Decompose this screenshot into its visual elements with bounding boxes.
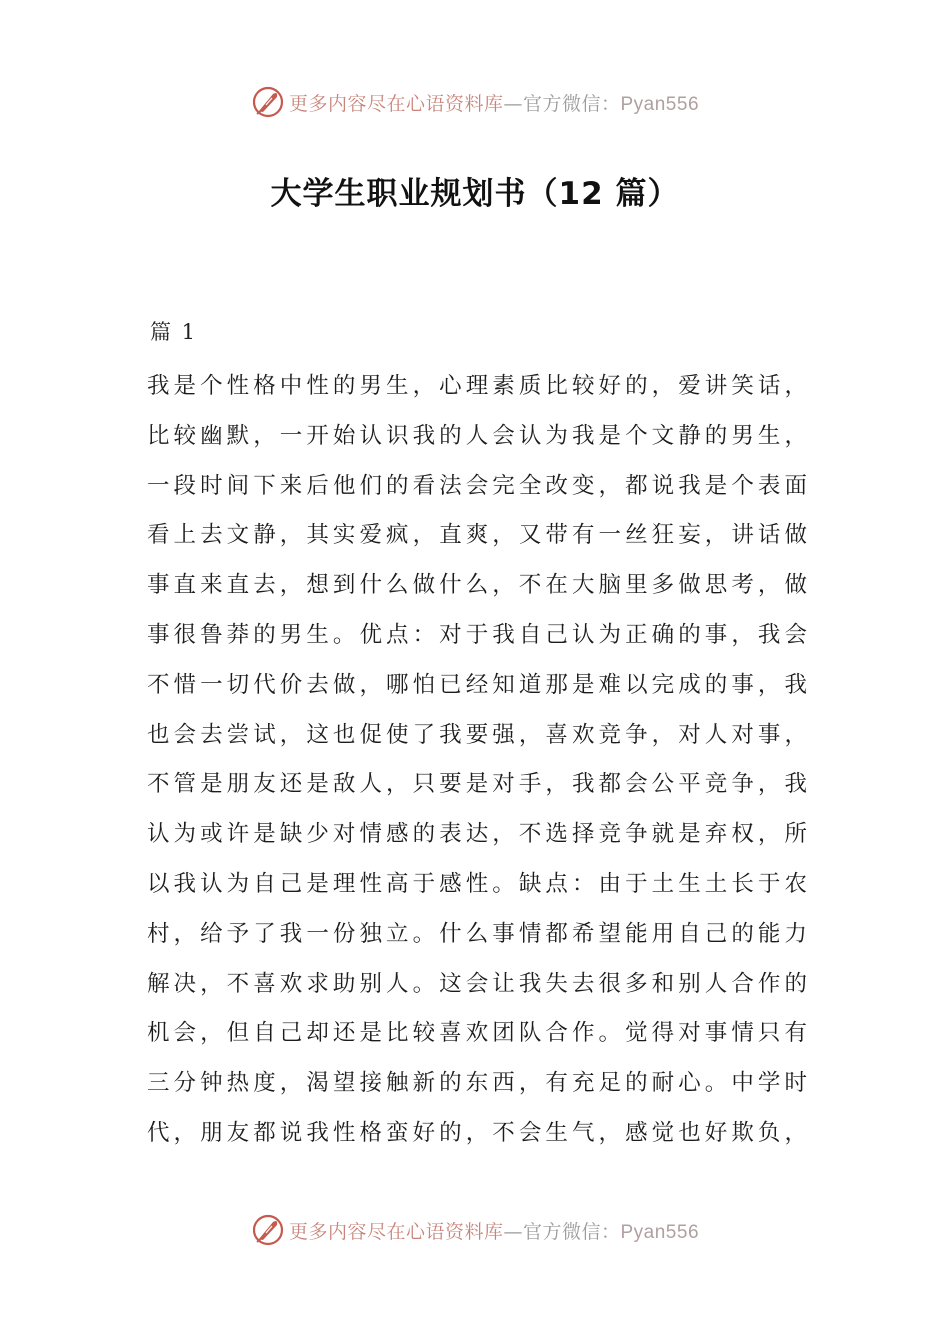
promo-dash: — [503,1220,523,1243]
footer-watermark-banner [0,1210,950,1250]
promo-text: 更多内容尽在心语资料库 [288,1220,504,1243]
body-line: 看上去文静，其实爱疯，直爽，又带有一丝狂妄，讲话做 [147,522,807,549]
body-line: 代，朋友都说我性格蛮好的，不会生气，感觉也好欺负， [147,1119,807,1146]
body-line: 事很鲁莽的男生。优点：对于我自己认为正确的事，我会 [147,621,807,648]
body-line: 一段时间下来后他们的看法会完全改变，都说我是个表面 [147,472,807,499]
promo-dash: — [503,92,523,115]
body-line: 以我认为自己是理性高于感性。缺点：由于土生土长于农 [147,870,807,897]
body-line: 事直来直去，想到什么做什么，不在大脑里多做思考，做 [147,572,807,599]
wechat-label: 官方微信： [522,92,621,115]
body-line: 解决，不喜欢求助别人。这会让我失去很多和别人合作的 [147,970,807,997]
wechat-id: Pyan556 [620,1221,700,1243]
quill-pen-logo-icon [251,85,285,119]
document-title: 大学生职业规划书（12 篇） [270,176,680,212]
body-line: 也会去尝试，这也促使了我要强，喜欢竞争，对人对事， [147,721,807,748]
header-watermark-banner [0,82,950,122]
body-line: 认为或许是缺少对情感的表达，不选择竞争就是弃权，所 [147,821,807,848]
promo-text: 更多内容尽在心语资料库 [288,92,504,115]
body-line: 不管是朋友还是敌人，只要是对手，我都会公平竞争，我 [147,771,807,798]
watermark-text [289,1217,699,1244]
body-line: 三分钟热度，渴望接触新的东西，有充足的耐心。中学时 [147,1070,807,1097]
section-label: 篇 1 [150,320,198,344]
body-line: 机会，但自己却还是比较喜欢团队合作。觉得对事情只有 [147,1020,807,1047]
body-paragraph [147,364,807,1161]
quill-pen-logo-icon [251,1213,285,1247]
body-line: 比较幽默，一开始认识我的人会认为我是个文静的男生， [147,422,807,449]
watermark-text [289,89,699,116]
body-line: 我是个性格中性的男生，心理素质比较好的，爱讲笑话， [147,373,807,399]
body-line: 村，给予了我一份独立。什么事情都希望能用自己的能力 [147,920,807,947]
body-line: 不惜一切代价去做，哪怕已经知道那是难以完成的事，我 [147,671,807,698]
wechat-id: Pyan556 [620,93,700,115]
wechat-label: 官方微信： [522,1220,621,1243]
